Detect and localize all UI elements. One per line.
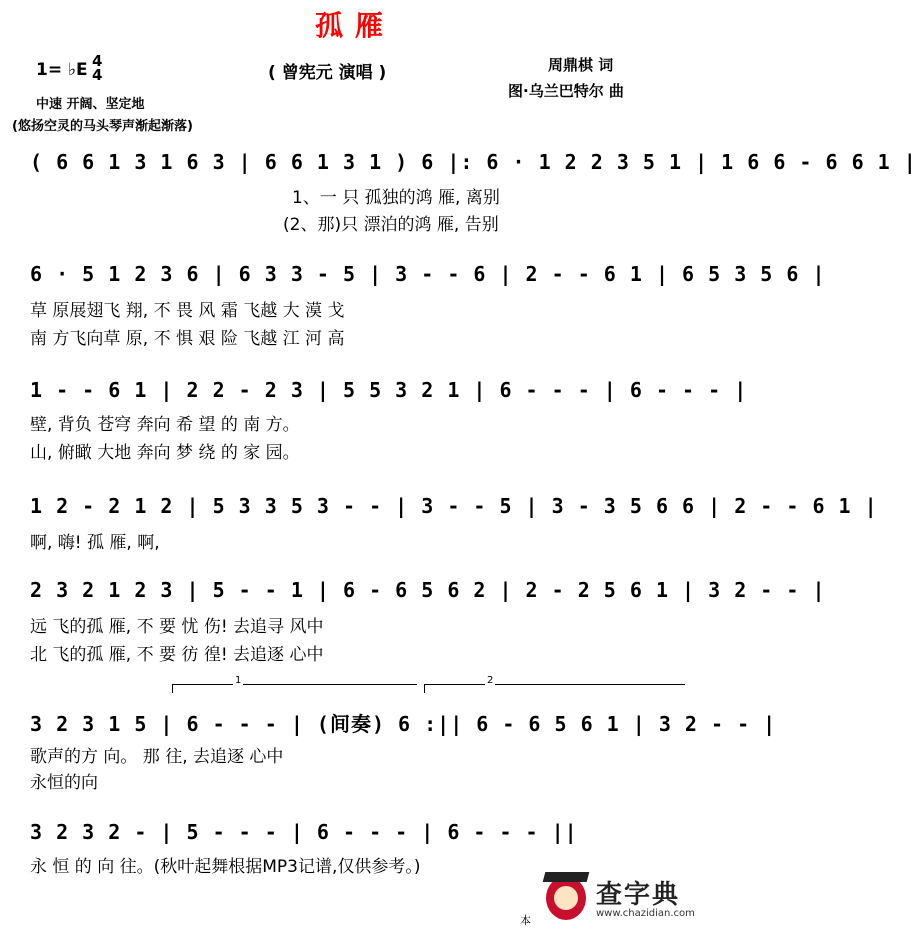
score-row-2-lyric-1: 草 原展翅飞 翔, 不 畏 风 霜 飞越 大 漠 戈 [30,301,345,321]
site-name: 查字典 [596,880,681,910]
meter-top: 4 [92,52,103,70]
score-row-2-lyric-2: 南 方飞向草 原, 不 惧 艰 险 飞越 江 河 高 [30,329,345,349]
score-row-3-music: 1 - - 6 1 | 2 2 - 2 3 | 5 5 3 2 1 | 6 - - - | 6 - - - | [30,378,748,402]
score-row-7-lyric-1: 永 恒 的 向 往。(秋叶起舞根据MP3记谱,仅供参考。) [30,857,421,877]
volta-second-ending [424,675,685,693]
intro-note: (悠扬空灵的马头琴声渐起渐落) [12,119,193,134]
score-row-4-music: 1 2 - 2 1 2 | 5 3 3 5 3 - - | 3 - - 5 | 3 - 3 5 6 6 | 2 - - 6 1 | [30,494,878,518]
score-row-1-lyric-1: 1、一 只 孤独的鸿 雁, 离别 [292,188,500,208]
mascot-face-icon [554,886,578,910]
score-row-6-lyric-1: 歌声的方 向。 那 往, 去追逐 心中 [30,747,284,767]
time-signature [92,54,102,82]
score-row-5-music: 2 3 2 1 2 3 | 5 - - 1 | 6 - 6 5 6 2 | 2 - 2 5 6 1 | 3 2 - - | [30,578,826,602]
score-row-1-music: ( 6 6 1 3 1 6 3 | 6 6 1 3 1 ) 6 |: 6 · 1 2 2 3 5 1 | 1 6 6 - 6 6 1 | [30,150,917,174]
composer-credit: 图·乌兰巴特尔 曲 [508,82,624,100]
score-row-5-lyric-2: 北 飞的孤 雁, 不 要 彷 徨! 去追逐 心中 [30,645,324,665]
volta-2-label: 2 [487,675,494,686]
score-row-3-lyric-2: 山, 俯瞰 大地 奔向 梦 绕 的 家 园。 [30,443,300,463]
graduation-cap-icon [543,872,590,882]
tempo-marking: 中速 开阔、坚定地 [36,97,145,112]
score-row-6-music: 3 2 3 1 5 | 6 - - - | (间奏) 6 :|| 6 - 6 5 6 1 | 3 2 - - | [30,712,777,736]
score-row-7-music: 3 2 3 2 - | 5 - - - | 6 - - - | 6 - - - || [30,820,578,844]
volta-first-ending [172,675,417,693]
key-signature: 1= ♭E [36,60,88,80]
song-title: 孤雁 [314,9,395,42]
volta-1-label: 1 [235,675,242,686]
score-row-2-music: 6 · 5 1 2 3 6 | 6 3 3 - 5 | 3 - - 6 | 2 - - 6 1 | 6 5 3 5 6 | [30,262,826,286]
score-row-4-lyric-1: 啊, 嗨! 孤 雁, 啊, [30,533,160,553]
score-row-6-lyric-2: 永恒的向 [30,773,98,793]
meter-bottom: 4 [92,66,103,84]
score-row-3-lyric-1: 壁, 背负 苍穹 奔向 希 望 的 南 方。 [30,415,300,435]
lyricist-credit: 周鼎棋 词 [548,56,614,74]
site-url: www.chazidian.com [596,908,695,919]
chazidian-logo [540,872,700,928]
score-row-5-lyric-1: 远 飞的孤 雁, 不 要 忧 伤! 去追寻 风中 [30,617,324,637]
footer-ben-char: 本 [520,914,531,927]
score-row-1-lyric-2: (2、那)只 漂泊的鸿 雁, 告别 [283,215,499,235]
singer-credit: ( 曾宪元 演唱 ) [268,63,387,83]
